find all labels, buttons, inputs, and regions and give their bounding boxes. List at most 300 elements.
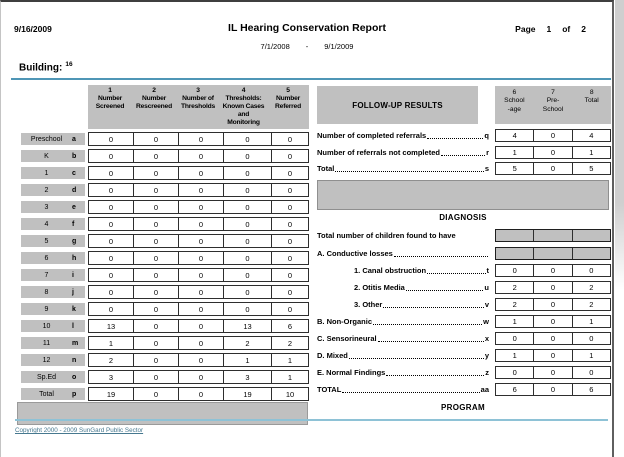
result-label xyxy=(317,366,489,379)
grade-name: 2 xyxy=(44,186,49,194)
column-header-line: Thresholds: xyxy=(225,95,262,103)
follow-up-results-title: FOLLOW-UP RESULTS xyxy=(317,86,478,124)
value-row xyxy=(495,146,611,159)
result-label-text: D. Mixed xyxy=(317,351,348,360)
table-cell: 0 xyxy=(134,269,179,281)
screening-empty-box xyxy=(17,402,308,425)
page-total: 2 xyxy=(581,24,586,34)
table-row xyxy=(88,387,309,401)
row-label xyxy=(21,235,85,247)
column-header-line: Known Cases xyxy=(222,103,265,111)
top-divider-line xyxy=(11,78,611,80)
row-ref-letter: s xyxy=(484,164,489,173)
column-header-line: 2 xyxy=(152,87,156,94)
table-cell: 0 xyxy=(134,388,179,400)
table-row xyxy=(88,319,309,333)
column-header xyxy=(572,86,611,124)
value-row xyxy=(495,162,611,175)
building-value: 16 xyxy=(65,61,73,68)
row-label xyxy=(21,252,85,264)
column-header-line: -age xyxy=(507,105,522,113)
table-cell: 0 xyxy=(224,235,272,247)
table-cell: 0 xyxy=(179,201,224,213)
table-cell: 0 xyxy=(179,320,224,332)
column-header xyxy=(176,85,220,129)
column-header-line: 6 xyxy=(512,89,517,96)
grade-name: 11 xyxy=(42,339,51,347)
table-cell: 2 xyxy=(89,354,134,366)
table-cell: 6 xyxy=(287,321,293,331)
result-label xyxy=(317,146,489,159)
table-cell: 0 xyxy=(287,270,293,280)
table-cell: 0 xyxy=(134,320,179,332)
table-cell: 0 xyxy=(89,252,134,264)
column-header xyxy=(267,85,309,129)
result-label-text: TOTAL xyxy=(317,385,342,394)
column-header-line: Thresholds xyxy=(180,103,216,111)
row-ref-letter: u xyxy=(484,283,489,292)
grade-name: 3 xyxy=(44,203,49,211)
table-cell: 0 xyxy=(89,269,134,281)
value-cell: 2 xyxy=(496,299,534,310)
screening-col-headers xyxy=(88,85,309,129)
row-ref-letter: a xyxy=(72,135,76,143)
row-ref-letter: d xyxy=(72,186,77,194)
table-cell: 0 xyxy=(179,354,224,366)
page-of-label: of xyxy=(562,24,571,34)
table-cell: 3 xyxy=(89,371,134,383)
table-cell: 0 xyxy=(224,133,272,145)
column-header xyxy=(88,85,132,129)
table-cell: 0 xyxy=(134,184,179,196)
grade-name: 12 xyxy=(42,356,51,364)
row-label xyxy=(21,303,85,315)
table-row xyxy=(88,302,309,316)
column-header xyxy=(534,86,573,124)
copyright-link[interactable]: Copyright 2000 - 2009 SunGard Public Sector xyxy=(15,427,144,434)
table-row xyxy=(88,370,309,384)
grade-name: Preschool xyxy=(30,135,63,143)
table-cell: 0 xyxy=(287,151,293,161)
grade-name: 7 xyxy=(44,271,49,279)
value-cell: 5 xyxy=(496,163,534,174)
table-cell: 0 xyxy=(179,167,224,179)
table-cell: 0 xyxy=(89,167,134,179)
value-cell: 0 xyxy=(589,266,594,275)
row-ref-letter: o xyxy=(72,373,77,381)
value-cell: 2 xyxy=(589,283,594,292)
row-ref-letter: i xyxy=(72,271,74,279)
table-cell: 0 xyxy=(134,201,179,213)
table-cell: 2 xyxy=(287,338,293,348)
value-row xyxy=(495,315,611,328)
column-header-line: Total xyxy=(584,97,599,105)
value-cell: 5 xyxy=(589,164,594,173)
table-cell: 19 xyxy=(89,388,134,400)
value-cell: 0 xyxy=(589,334,594,343)
diagnosis-spacer-box xyxy=(317,180,609,210)
value-cell: 0 xyxy=(534,299,572,310)
report-date: 9/16/2009 xyxy=(14,24,52,34)
table-cell: 1 xyxy=(224,354,272,366)
result-label xyxy=(317,229,489,242)
grade-name: K xyxy=(44,152,49,160)
table-cell: 0 xyxy=(134,218,179,230)
result-label-text: Number of referrals not completed xyxy=(317,148,440,157)
result-label xyxy=(317,383,489,396)
grade-name: 10 xyxy=(42,322,51,330)
value-row xyxy=(495,281,611,294)
dotted-leader xyxy=(378,341,484,342)
table-cell: 19 xyxy=(224,388,272,400)
row-label xyxy=(21,354,85,366)
table-cell: 0 xyxy=(89,201,134,213)
table-cell: 0 xyxy=(134,150,179,162)
period-start: 7/1/2008 xyxy=(260,42,290,51)
row-label xyxy=(21,133,85,145)
table-row xyxy=(88,285,309,299)
table-cell: 0 xyxy=(179,252,224,264)
row-ref-letter: k xyxy=(72,305,76,313)
dotted-leader xyxy=(427,273,485,274)
table-cell: 0 xyxy=(179,371,224,383)
row-ref-letter: j xyxy=(72,288,74,296)
result-label xyxy=(317,129,489,142)
column-header-line: 7 xyxy=(551,89,555,96)
value-cell xyxy=(496,248,534,259)
row-ref-letter: r xyxy=(486,148,489,157)
table-cell: 13 xyxy=(89,320,134,332)
table-cell: 0 xyxy=(89,286,134,298)
row-label xyxy=(21,150,85,162)
table-cell: 0 xyxy=(224,167,272,179)
value-cell: 2 xyxy=(496,282,534,293)
table-cell: 0 xyxy=(89,184,134,196)
column-header-line: School xyxy=(542,105,564,113)
value-row xyxy=(495,383,611,396)
table-cell: 0 xyxy=(134,303,179,315)
table-cell: 0 xyxy=(134,167,179,179)
dotted-leader xyxy=(373,324,482,325)
building-label: Building: xyxy=(19,62,63,74)
table-cell: 0 xyxy=(224,218,272,230)
table-cell: 0 xyxy=(287,236,293,246)
grade-name: 4 xyxy=(44,220,49,228)
grade-name: 9 xyxy=(44,305,49,313)
result-label xyxy=(317,281,489,294)
value-cell: 0 xyxy=(534,282,572,293)
column-header-line: 5 xyxy=(286,87,290,94)
table-cell: 0 xyxy=(134,133,179,145)
result-label-text: Total xyxy=(317,164,335,173)
value-cell: 1 xyxy=(589,317,594,326)
table-cell: 0 xyxy=(224,252,272,264)
row-ref-letter: m xyxy=(72,339,79,347)
table-row xyxy=(88,200,309,214)
program-title: PROGRAM xyxy=(441,403,485,412)
column-header-line: 1 xyxy=(108,87,112,94)
value-cell: 0 xyxy=(534,384,572,395)
result-label xyxy=(317,247,489,260)
column-header-line: Monitoring xyxy=(227,119,260,127)
table-row xyxy=(88,353,309,367)
table-cell: 3 xyxy=(224,371,272,383)
row-ref-letter: b xyxy=(72,152,77,160)
table-row xyxy=(88,234,309,248)
table-cell: 0 xyxy=(287,287,293,297)
column-header xyxy=(495,86,534,124)
value-cell: 4 xyxy=(589,131,594,140)
value-cell: 2 xyxy=(589,300,594,309)
table-row xyxy=(88,132,309,146)
column-header-line: 4 xyxy=(241,87,246,94)
grade-name: Total xyxy=(39,390,54,398)
table-row xyxy=(88,149,309,163)
value-row xyxy=(495,298,611,311)
period-end: 9/1/2009 xyxy=(324,42,354,51)
value-row xyxy=(495,366,611,379)
row-ref-letter: y xyxy=(484,351,489,360)
value-cell: 1 xyxy=(496,147,534,158)
value-cell: 0 xyxy=(496,367,534,378)
table-cell: 0 xyxy=(179,218,224,230)
value-cell: 0 xyxy=(534,367,572,378)
column-header-line: 3 xyxy=(196,87,200,94)
table-cell: 0 xyxy=(179,235,224,247)
dotted-leader xyxy=(349,358,484,359)
value-cell xyxy=(573,248,610,259)
value-row xyxy=(495,332,611,345)
row-label xyxy=(21,320,85,332)
table-cell: 0 xyxy=(287,134,293,144)
row-label xyxy=(21,218,85,230)
table-cell: 0 xyxy=(134,371,179,383)
value-row xyxy=(495,129,611,142)
bottom-divider-line xyxy=(15,419,608,421)
value-cell xyxy=(534,230,572,241)
table-cell: 0 xyxy=(134,286,179,298)
table-cell: 0 xyxy=(287,185,293,195)
table-cell: 0 xyxy=(134,235,179,247)
result-label-text: A. Conductive losses xyxy=(317,249,393,258)
page-edge-shadow xyxy=(615,0,624,290)
result-label xyxy=(317,298,489,311)
table-cell: 0 xyxy=(89,303,134,315)
value-cell: 1 xyxy=(496,350,534,361)
period-separator: - xyxy=(305,42,309,51)
row-label xyxy=(21,184,85,196)
column-header-line: 8 xyxy=(589,89,594,96)
grade-name: 5 xyxy=(44,237,49,245)
value-cell: 6 xyxy=(496,384,534,395)
table-cell: 0 xyxy=(134,354,179,366)
value-cell: 0 xyxy=(589,368,594,377)
page-indicator xyxy=(515,24,586,34)
dotted-leader xyxy=(441,155,485,156)
row-label xyxy=(21,269,85,281)
result-label-text: 3. Other xyxy=(354,300,383,309)
value-cell: 0 xyxy=(534,333,572,344)
row-ref-letter: aa xyxy=(480,385,489,394)
row-ref-letter: z xyxy=(485,368,489,377)
row-ref-letter: x xyxy=(484,334,489,343)
column-header-line: Rescreened xyxy=(136,103,172,111)
table-cell: 0 xyxy=(287,304,293,314)
row-ref-letter: h xyxy=(72,254,77,262)
row-ref-letter: q xyxy=(484,131,489,140)
table-cell: 0 xyxy=(224,269,272,281)
dotted-leader xyxy=(406,290,484,291)
grade-name: 1 xyxy=(44,169,49,177)
result-label-text: 2. Otitis Media xyxy=(354,283,405,292)
row-ref-letter: p xyxy=(72,390,77,398)
value-row xyxy=(495,247,611,260)
table-cell: 13 xyxy=(224,320,272,332)
table-cell: 1 xyxy=(287,355,293,365)
grade-name: 6 xyxy=(44,254,49,262)
table-cell: 0 xyxy=(134,252,179,264)
table-row xyxy=(88,183,309,197)
column-header-line: Number of xyxy=(182,95,214,103)
row-label xyxy=(21,286,85,298)
value-cell: 0 xyxy=(534,350,572,361)
table-cell: 0 xyxy=(224,150,272,162)
value-cell: 0 xyxy=(534,130,572,141)
grade-name: Sp.Ed xyxy=(36,373,57,381)
table-cell: 0 xyxy=(287,168,293,178)
result-label-text: E. Normal Findings xyxy=(317,368,386,377)
value-row xyxy=(495,349,611,362)
table-cell: 0 xyxy=(179,388,224,400)
row-ref-letter: e xyxy=(72,203,76,211)
column-header-line: Number xyxy=(275,95,301,103)
value-cell: 1 xyxy=(589,148,594,157)
table-cell: 0 xyxy=(179,133,224,145)
column-header-line: Referred xyxy=(275,103,301,111)
table-cell: 10 xyxy=(285,389,295,399)
column-header xyxy=(220,85,267,129)
value-cell: 0 xyxy=(534,163,572,174)
table-cell: 1 xyxy=(89,337,134,349)
dotted-leader xyxy=(394,256,488,257)
table-cell: 0 xyxy=(224,184,272,196)
page-title: IL Hearing Conservation Report xyxy=(228,22,386,34)
value-cell: 0 xyxy=(534,265,572,276)
table-cell: 0 xyxy=(179,286,224,298)
row-ref-letter: c xyxy=(72,169,76,177)
table-row xyxy=(88,268,309,282)
table-cell: 0 xyxy=(179,303,224,315)
row-ref-letter: f xyxy=(72,220,75,228)
table-cell: 0 xyxy=(89,133,134,145)
result-label-text: Total number of children found to have xyxy=(317,231,456,240)
result-label xyxy=(317,264,489,277)
page-label: Page xyxy=(515,24,536,34)
column-header xyxy=(132,85,176,129)
row-label xyxy=(21,337,85,349)
column-header-line: Number xyxy=(97,95,123,103)
row-ref-letter: l xyxy=(72,322,74,330)
table-cell: 0 xyxy=(179,150,224,162)
row-label xyxy=(21,388,85,400)
table-row xyxy=(88,336,309,350)
dotted-leader xyxy=(427,138,483,139)
page-number: 1 xyxy=(546,24,552,34)
row-ref-letter: w xyxy=(483,317,489,326)
value-cell: 1 xyxy=(589,351,594,360)
table-row xyxy=(88,251,309,265)
diagnosis-title: DIAGNOSIS xyxy=(439,213,487,222)
table-cell: 0 xyxy=(287,202,293,212)
result-label-text: B. Non-Organic xyxy=(317,317,373,326)
table-cell: 0 xyxy=(179,337,224,349)
result-label xyxy=(317,332,489,345)
dotted-leader xyxy=(335,171,483,172)
dotted-leader xyxy=(383,307,483,308)
result-label-text: 1. Canal obstruction xyxy=(354,266,427,275)
value-cell xyxy=(534,248,572,259)
dotted-leader xyxy=(386,375,484,376)
grade-name: 8 xyxy=(44,288,49,296)
row-ref-letter: v xyxy=(484,300,489,309)
column-header-line: Screened xyxy=(95,103,125,111)
value-cell: 4 xyxy=(496,130,534,141)
table-cell: 0 xyxy=(89,218,134,230)
table-cell: 0 xyxy=(179,184,224,196)
table-cell: 0 xyxy=(224,286,272,298)
value-cell: 0 xyxy=(534,147,572,158)
value-row xyxy=(495,264,611,277)
follow-up-col-headers xyxy=(495,86,611,124)
result-label xyxy=(317,315,489,328)
dotted-leader xyxy=(342,392,479,393)
table-cell: 0 xyxy=(287,253,293,263)
column-header-line: Number xyxy=(141,95,167,103)
table-cell: 0 xyxy=(224,201,272,213)
table-row xyxy=(88,166,309,180)
table-cell: 0 xyxy=(134,337,179,349)
table-cell: 0 xyxy=(224,303,272,315)
row-label xyxy=(21,201,85,213)
column-header-line: Pre- xyxy=(546,97,560,105)
row-label xyxy=(21,371,85,383)
table-cell: 2 xyxy=(224,337,272,349)
value-cell: 0 xyxy=(496,333,534,344)
row-ref-letter: n xyxy=(72,356,77,364)
value-row xyxy=(495,229,611,242)
table-cell: 0 xyxy=(89,235,134,247)
report-period xyxy=(1,42,613,51)
value-cell: 0 xyxy=(534,316,572,327)
result-label xyxy=(317,162,489,175)
table-cell: 0 xyxy=(179,269,224,281)
table-cell: 0 xyxy=(89,150,134,162)
table-cell: 0 xyxy=(287,219,293,229)
table-cell: 1 xyxy=(287,372,293,382)
value-cell: 0 xyxy=(496,265,534,276)
result-label-text: Number of completed referrals xyxy=(317,131,427,140)
building-row xyxy=(19,61,73,73)
value-cell xyxy=(573,230,610,241)
table-row xyxy=(88,217,309,231)
column-header-line: and xyxy=(237,111,250,119)
row-ref-letter: g xyxy=(72,237,77,245)
result-label-text: C. Sensorineural xyxy=(317,334,377,343)
row-label xyxy=(21,167,85,179)
value-cell: 1 xyxy=(496,316,534,327)
value-cell xyxy=(496,230,534,241)
row-ref-letter: t xyxy=(486,266,489,275)
